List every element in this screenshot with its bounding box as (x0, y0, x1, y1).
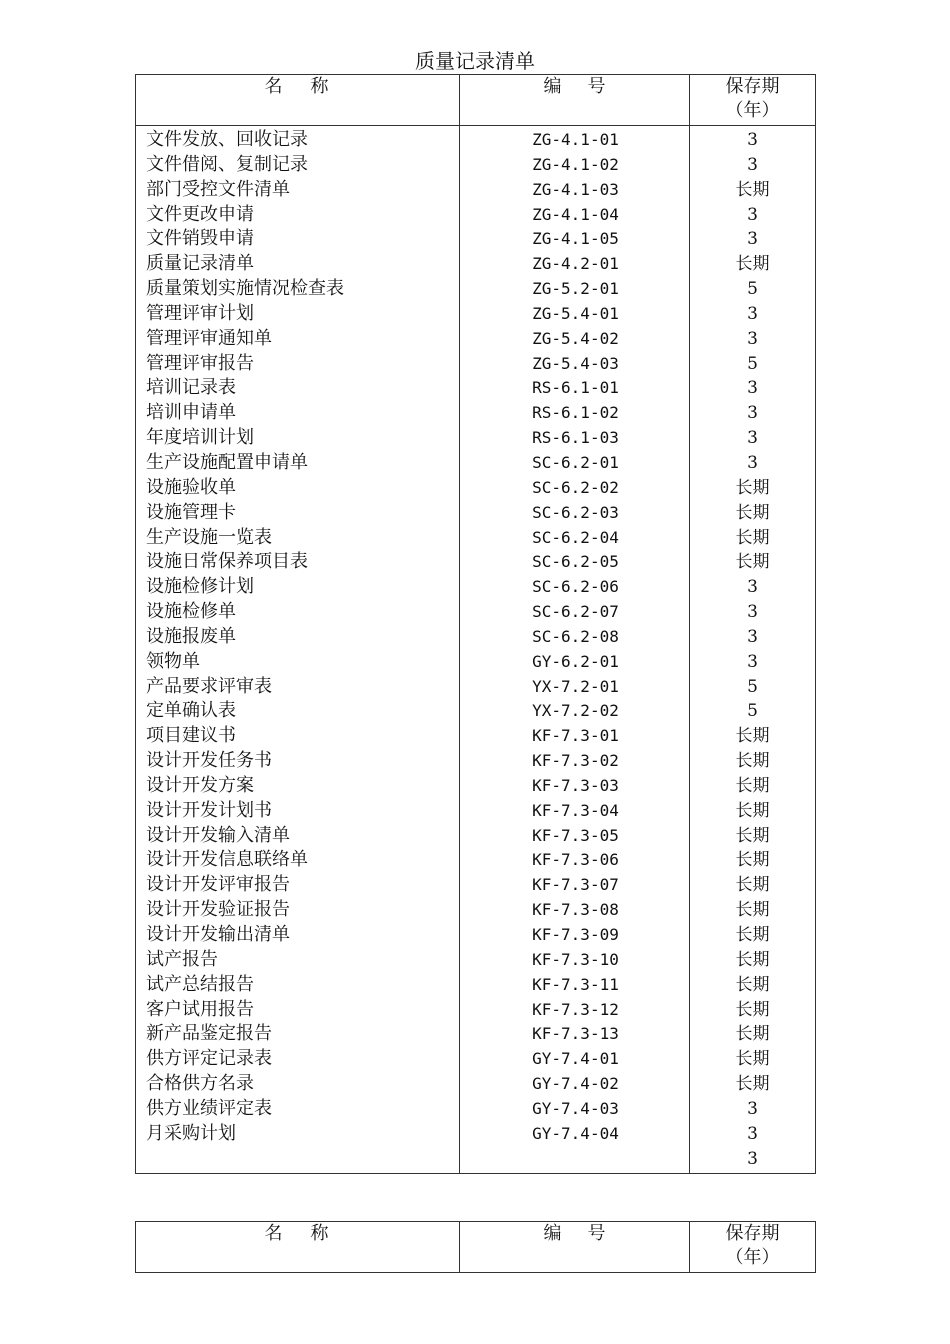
record-name: 文件借阅、复制记录 (146, 153, 308, 175)
record-name: 管理评审通知单 (146, 327, 272, 349)
record-name: 设施检修计划 (146, 576, 254, 598)
record-name: 设施管理卡 (146, 501, 236, 523)
record-code: RS-6.1-02 (532, 403, 619, 423)
record-name: 设计开发计划书 (146, 799, 272, 821)
record-code: ZG-4.1-04 (532, 204, 619, 224)
record-retention: 长期 (735, 254, 770, 275)
record-code: YX-7.2-02 (532, 701, 619, 721)
record-name: 定单确认表 (146, 700, 236, 722)
record-code: GY-7.4-02 (532, 1074, 619, 1094)
record-retention: 3 (747, 154, 758, 175)
record-code: ZG-4.2-01 (532, 254, 619, 274)
record-retention: 3 (747, 229, 758, 250)
record-name: 供方业绩评定表 (146, 1097, 272, 1119)
record-name: 文件销毁申请 (146, 228, 254, 250)
record-code: GY-7.4-01 (532, 1049, 619, 1069)
record-retention: 3 (747, 1123, 758, 1144)
record-name: 年度培训计划 (146, 427, 254, 449)
code-column (460, 126, 690, 1174)
record-retention: 3 (747, 303, 758, 324)
record-retention: 长期 (735, 900, 770, 921)
record-code: ZG-5.2-01 (532, 279, 619, 299)
record-code: GY-7.4-03 (532, 1098, 619, 1118)
record-code: ZG-4.1-05 (532, 229, 619, 249)
header-name: 名 称 (136, 1222, 460, 1273)
record-retention: 5 (747, 701, 758, 722)
record-code: KF-7.3-03 (532, 775, 619, 795)
record-code: KF-7.3-09 (532, 925, 619, 944)
record-code: KF-7.3-06 (532, 850, 619, 870)
record-retention: 5 (747, 279, 758, 300)
record-code: SC-6.2-03 (532, 502, 619, 522)
records-table-continued (135, 1221, 816, 1273)
record-code: ZG-5.4-02 (532, 328, 619, 348)
record-code: RS-6.1-01 (532, 378, 619, 398)
record-code: ZG-5.4-01 (532, 303, 619, 323)
record-retention: 长期 (735, 974, 770, 995)
record-retention: 3 (747, 130, 758, 150)
record-name: 生产设施一览表 (146, 526, 272, 548)
record-code: GY-6.2-01 (532, 651, 619, 671)
record-code: KF-7.3-13 (532, 1024, 619, 1044)
record-retention: 3 (747, 403, 758, 424)
record-name: 试产报告 (146, 948, 218, 970)
table-header-row (136, 75, 816, 126)
record-name: 设计开发信息联络单 (146, 849, 308, 871)
record-code: SC-6.2-06 (532, 577, 619, 597)
record-name: 设计开发方案 (146, 774, 254, 796)
record-name: 质量策划实施情况检查表 (146, 278, 344, 300)
record-code: RS-6.1-03 (532, 428, 619, 448)
record-name: 设施报废单 (146, 625, 236, 647)
retention-column (690, 126, 816, 1174)
record-name: 设计开发输出清单 (146, 924, 290, 945)
record-retention: 长期 (735, 1024, 770, 1045)
record-retention: 长期 (735, 825, 770, 846)
record-name: 设施日常保养项目表 (146, 551, 308, 573)
record-retention: 3 (747, 1148, 758, 1169)
record-code: GY-7.4-04 (532, 1123, 619, 1143)
record-retention: 长期 (735, 1074, 770, 1095)
record-retention: 长期 (735, 775, 770, 796)
record-code: KF-7.3-11 (532, 974, 619, 994)
record-code: SC-6.2-02 (532, 477, 619, 497)
record-retention: 长期 (735, 179, 770, 200)
record-name: 管理评审计划 (146, 302, 254, 324)
record-code: KF-7.3-07 (532, 875, 619, 895)
record-code: SC-6.2-04 (532, 527, 619, 547)
header-retention: 保存期 （年） (690, 1222, 816, 1273)
record-retention: 3 (747, 651, 758, 672)
record-name: 月采购计划 (146, 1122, 236, 1144)
record-retention: 长期 (735, 502, 770, 523)
record-name: 设施验收单 (146, 476, 236, 498)
record-code: SC-6.2-08 (532, 626, 619, 646)
record-name: 文件更改申请 (146, 203, 254, 225)
record-name (136, 1147, 459, 1172)
record-code: KF-7.3-08 (532, 900, 619, 920)
record-retention: 3 (747, 1098, 758, 1119)
record-retention: 3 (747, 577, 758, 598)
record-retention: 5 (747, 353, 758, 374)
record-retention: 长期 (735, 527, 770, 548)
record-name: 试产总结报告 (146, 973, 254, 995)
record-name: 设施检修单 (146, 601, 236, 623)
record-retention: 长期 (735, 925, 770, 945)
header-retention: 保存期 （年） (690, 75, 816, 126)
header-code: 编 号 (460, 1222, 690, 1273)
record-name: 设计开发任务书 (146, 750, 272, 772)
record-code: ZG-4.1-01 (532, 130, 619, 149)
table-body-row (136, 126, 816, 1174)
record-name: 培训申请单 (146, 402, 236, 424)
name-column (136, 126, 460, 1174)
record-code: KF-7.3-02 (532, 751, 619, 771)
record-retention: 长期 (735, 875, 770, 896)
record-retention: 长期 (735, 999, 770, 1020)
record-retention: 3 (747, 328, 758, 349)
record-name: 项目建议书 (146, 725, 236, 747)
header-name: 名 称 (136, 75, 460, 126)
record-retention: 3 (747, 204, 758, 225)
record-code: SC-6.2-07 (532, 602, 619, 622)
record-retention: 3 (747, 452, 758, 473)
record-code: YX-7.2-01 (532, 676, 619, 696)
record-code: KF-7.3-12 (532, 999, 619, 1019)
record-name: 质量记录清单 (146, 253, 254, 275)
record-code: ZG-5.4-03 (532, 353, 619, 373)
record-retention: 5 (747, 676, 758, 697)
record-code: KF-7.3-04 (532, 800, 619, 820)
record-name: 设计开发输入清单 (146, 824, 290, 846)
record-name: 客户试用报告 (146, 998, 254, 1020)
record-name: 生产设施配置申请单 (146, 451, 308, 473)
record-retention: 长期 (735, 949, 770, 970)
record-retention: 3 (747, 428, 758, 449)
record-name: 设计开发评审报告 (146, 874, 290, 896)
record-code: KF-7.3-01 (532, 726, 619, 746)
record-retention: 长期 (735, 800, 770, 821)
record-name: 部门受控文件清单 (146, 178, 290, 200)
record-name: 设计开发验证报告 (146, 899, 290, 921)
table-header-row (136, 1222, 816, 1273)
record-retention: 3 (747, 626, 758, 647)
record-retention: 长期 (735, 552, 770, 573)
record-name: 管理评审报告 (146, 352, 254, 374)
record-retention: 长期 (735, 477, 770, 498)
record-code: ZG-4.1-02 (532, 154, 619, 174)
record-name: 合格供方名录 (146, 1073, 254, 1095)
record-code: KF-7.3-10 (532, 949, 619, 969)
record-retention: 长期 (735, 850, 770, 871)
record-name: 供方评定记录表 (146, 1048, 272, 1070)
record-name: 领物单 (146, 650, 200, 672)
record-code: SC-6.2-01 (532, 452, 619, 472)
record-code: KF-7.3-05 (532, 825, 619, 845)
header-code: 编 号 (460, 75, 690, 126)
record-retention: 长期 (735, 726, 770, 747)
record-retention: 长期 (735, 751, 770, 772)
record-retention: 3 (747, 378, 758, 399)
record-retention: 3 (747, 602, 758, 623)
record-code (460, 1147, 689, 1172)
records-table (135, 74, 816, 1174)
record-name: 产品要求评审表 (146, 675, 272, 697)
record-code: ZG-4.1-03 (532, 179, 619, 199)
record-name: 新产品鉴定报告 (146, 1023, 272, 1045)
record-code: SC-6.2-05 (532, 552, 619, 572)
record-name: 文件发放、回收记录 (146, 129, 308, 150)
record-name: 培训记录表 (146, 377, 236, 399)
record-retention: 长期 (735, 1049, 770, 1070)
page-title: 质量记录清单 (415, 49, 535, 73)
